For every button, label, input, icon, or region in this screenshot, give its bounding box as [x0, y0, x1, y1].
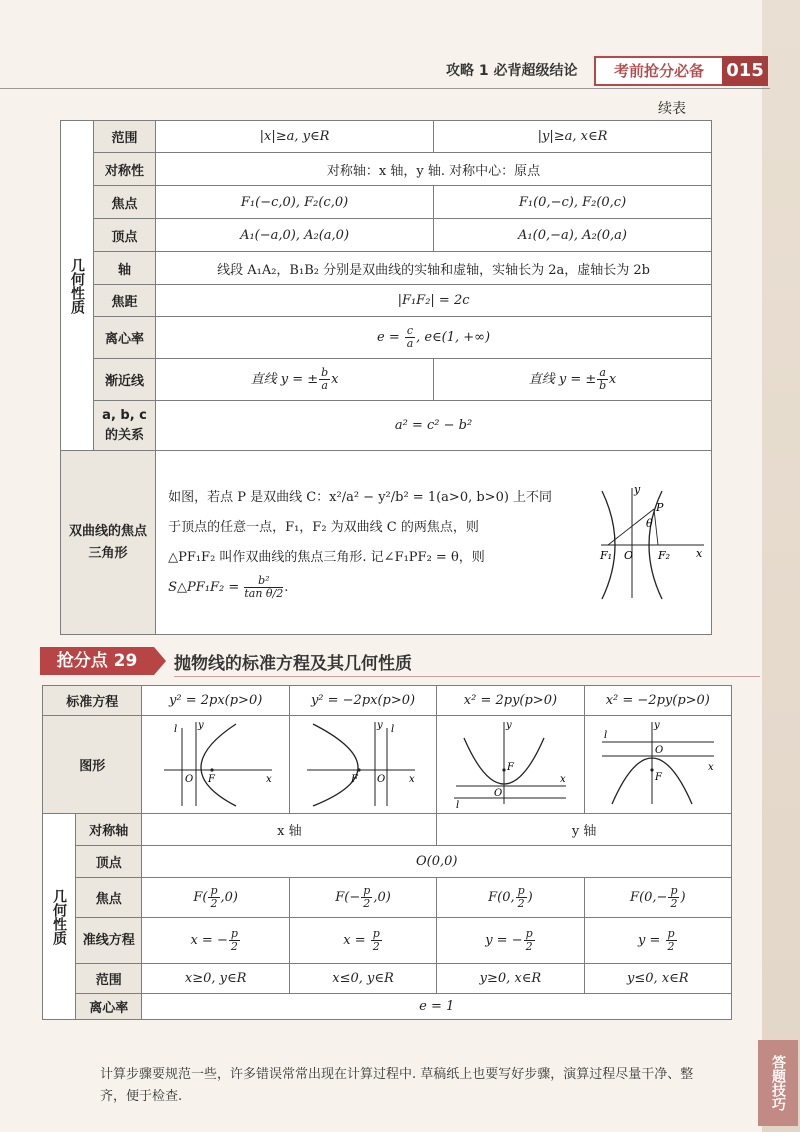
directrix-3: y = − $\frac{p}{2}$: [437, 918, 584, 964]
table-row: [61, 153, 712, 186]
focal-triangle-cell: [156, 451, 712, 635]
fig-l-label: l: [603, 729, 607, 741]
parabola-left-figure: [303, 718, 423, 808]
table-row: [61, 219, 712, 252]
label-standard-equation: 标准方程: [43, 686, 142, 716]
fig-p-label: P: [656, 500, 664, 514]
label-axis: 对称轴: [76, 814, 142, 846]
label-range: 范围: [76, 964, 142, 994]
fig-o-label: O: [494, 787, 503, 799]
fig-y-label: y: [506, 719, 513, 731]
section-heading: [40, 645, 760, 677]
table-row: [43, 846, 732, 878]
row-label-focus: 焦点: [94, 186, 156, 219]
table-row: [43, 878, 732, 918]
fig-x-label: x: [560, 773, 567, 785]
eccentricity-text: e = $\frac{c}{a}$ , e∈(1, +∞): [156, 317, 712, 359]
section-title: 抛物线的标准方程及其几何性质: [174, 654, 412, 674]
table-row: [43, 814, 732, 846]
focus-2: F(− $\frac{p}{2}$ ,0): [289, 878, 436, 918]
section-box: 考前抢分必备: [594, 56, 724, 86]
equation-1: y² = 2px(p>0): [142, 686, 289, 716]
section-rule: [174, 676, 760, 677]
page-header: [0, 48, 800, 92]
fig-y-label: y: [634, 482, 641, 496]
abc-relation: a² = c² − b²: [156, 401, 712, 451]
focus-4: F(0,− $\frac{p}{2}$ ): [584, 878, 731, 918]
axis-x: x 轴: [142, 814, 437, 846]
equation-2: y² = −2px(p>0): [289, 686, 436, 716]
table-row: [43, 686, 732, 716]
directrix-4: y = $\frac{p}{2}$: [584, 918, 731, 964]
table-row: [61, 121, 712, 153]
focal-distance-text: |F₁F₂| = 2c: [156, 285, 712, 317]
range-2: x≤0, y∈R: [289, 964, 436, 994]
fig-f2-label: F₂: [658, 548, 671, 562]
table-row: [61, 317, 712, 359]
parabola-table: [42, 685, 732, 1020]
section-arrow-icon: [154, 647, 166, 675]
row-label-range: 范围: [94, 121, 156, 153]
focus-3: F(0, $\frac{p}{2}$ ): [437, 878, 584, 918]
label-graph: 图形: [43, 716, 142, 814]
range-3: y≥0, x∈R: [437, 964, 584, 994]
table-row: [43, 918, 732, 964]
graph-1: [142, 716, 289, 814]
fig-y-label: y: [653, 719, 660, 731]
tip-note: 计算步骤要规范一些，许多错误常常出现在计算过程中. 草稿纸上也要写好步骤，演算过程尽量干净、整齐，便于检查.: [100, 1067, 694, 1104]
row-label-focal-distance: 焦距: [94, 285, 156, 317]
eccentricity-value: e = 1: [142, 994, 732, 1020]
row-label-symmetry: 对称性: [94, 153, 156, 186]
table-row: [61, 359, 712, 401]
range-4: y≤0, x∈R: [584, 964, 731, 994]
parabola-up-figure: [450, 718, 570, 808]
section-tag: 抢分点 29: [40, 647, 154, 675]
fig-f-label: F: [507, 761, 515, 773]
fig-o-label: O: [654, 744, 663, 756]
fig-o-label: O: [184, 773, 193, 785]
fig-l-label: l: [173, 723, 177, 735]
focal-triangle-text: 如图，若点 P 是双曲线 C：x²/a² − y²/b² = 1(a>0, b>0) 上不同 于顶点的任意一点，F₁，F₂ 为双曲线 C 的两焦点，则 △PF₁F₂ 叫作双曲线的焦点三角形. 记∠F₁PF₂ = θ，则 S△PF₁F₂ = $\frac{\text{b²}}{\text{tan θ/2}}$ .: [168, 489, 553, 600]
focus-y: F₁(0,−c), F₂(0,c): [434, 186, 712, 219]
fig-f-label: F: [654, 771, 662, 783]
chapter-title: 攻略 1 必背超级结论: [446, 63, 578, 79]
fig-o-label: O: [624, 548, 634, 562]
fig-f1-label: F₁: [600, 548, 613, 562]
focus-1: F( $\frac{p}{2}$ ,0): [142, 878, 289, 918]
graph-4: [584, 716, 731, 814]
axis-y: y 轴: [437, 814, 732, 846]
range-y: |y|≥a, x∈R: [434, 121, 712, 153]
fig-x-label: x: [409, 773, 415, 785]
table-row: [61, 401, 712, 451]
fig-x-label: x: [707, 761, 714, 773]
table-row: [43, 716, 732, 814]
tip-tab: 答题技巧: [758, 1040, 798, 1126]
table-row: [61, 186, 712, 219]
label-focus: 焦点: [76, 878, 142, 918]
graph-2: [289, 716, 436, 814]
parabola-right-figure: [156, 718, 276, 808]
label-eccentricity: 离心率: [76, 994, 142, 1020]
table-row: [61, 451, 712, 635]
vertex-x: A₁(−a,0), A₂(a,0): [156, 219, 434, 252]
fig-o-label: O: [377, 773, 386, 785]
row-label-axis: 轴: [94, 252, 156, 285]
vertex-y: A₁(0,−a), A₂(0,a): [434, 219, 712, 252]
page-edge-tab: [762, 0, 800, 1132]
fig-l-label: l: [391, 723, 395, 735]
fig-l-label: l: [456, 799, 460, 808]
axis-text: 线段 A₁A₂，B₁B₂ 分别是双曲线的实轴和虚轴，实轴长为 2a，虚轴长为 2b: [156, 252, 712, 285]
row-label-abc: a, b, c 的关系: [94, 401, 156, 451]
fig-theta-label: θ: [646, 516, 653, 530]
graph-3: [437, 716, 584, 814]
range-1: x≥0, y∈R: [142, 964, 289, 994]
table-row: [61, 285, 712, 317]
fig-y-label: y: [377, 719, 383, 731]
label-directrix: 准线方程: [76, 918, 142, 964]
side-label-geometry: 几何性质: [61, 121, 94, 451]
row-label-vertex: 顶点: [94, 219, 156, 252]
side-label-parabola-geometry: 几何性质: [43, 814, 76, 1020]
focal-triangle-label: 双曲线的焦点三角形: [61, 451, 156, 635]
header-rule: [0, 88, 770, 89]
fig-y-label: y: [197, 719, 204, 731]
page-number: 015: [722, 56, 768, 86]
asymptote-x: 直线 y = ± $\frac{b}{a}$ x: [156, 359, 434, 401]
equation-3: x² = 2py(p>0): [437, 686, 584, 716]
directrix-2: x = $\frac{p}{2}$: [289, 918, 436, 964]
fig-f-label: F: [207, 773, 215, 785]
row-label-eccentricity: 离心率: [94, 317, 156, 359]
fig-x-label: x: [265, 773, 272, 785]
hyperbola-focal-figure: [596, 483, 706, 603]
table-row: [61, 252, 712, 285]
range-x: |x|≥a, y∈R: [156, 121, 434, 153]
directrix-1: x = − $\frac{p}{2}$: [142, 918, 289, 964]
parabola-down-figure: [598, 718, 718, 808]
fig-f-label: F: [351, 773, 358, 785]
focus-x: F₁(−c,0), F₂(c,0): [156, 186, 434, 219]
vertex-value: O(0,0): [142, 846, 732, 878]
row-label-asymptote: 渐近线: [94, 359, 156, 401]
symmetry-text: 对称轴：x 轴，y 轴. 对称中心：原点: [156, 153, 712, 186]
table-row: [43, 994, 732, 1020]
hyperbola-table: [60, 120, 712, 635]
table-row: [43, 964, 732, 994]
label-vertex: 顶点: [76, 846, 142, 878]
asymptote-y: 直线 y = ± $\frac{a}{b}$ x: [434, 359, 712, 401]
equation-4: x² = −2py(p>0): [584, 686, 731, 716]
fig-x-label: x: [696, 546, 703, 560]
continued-label: 续表: [658, 101, 686, 117]
